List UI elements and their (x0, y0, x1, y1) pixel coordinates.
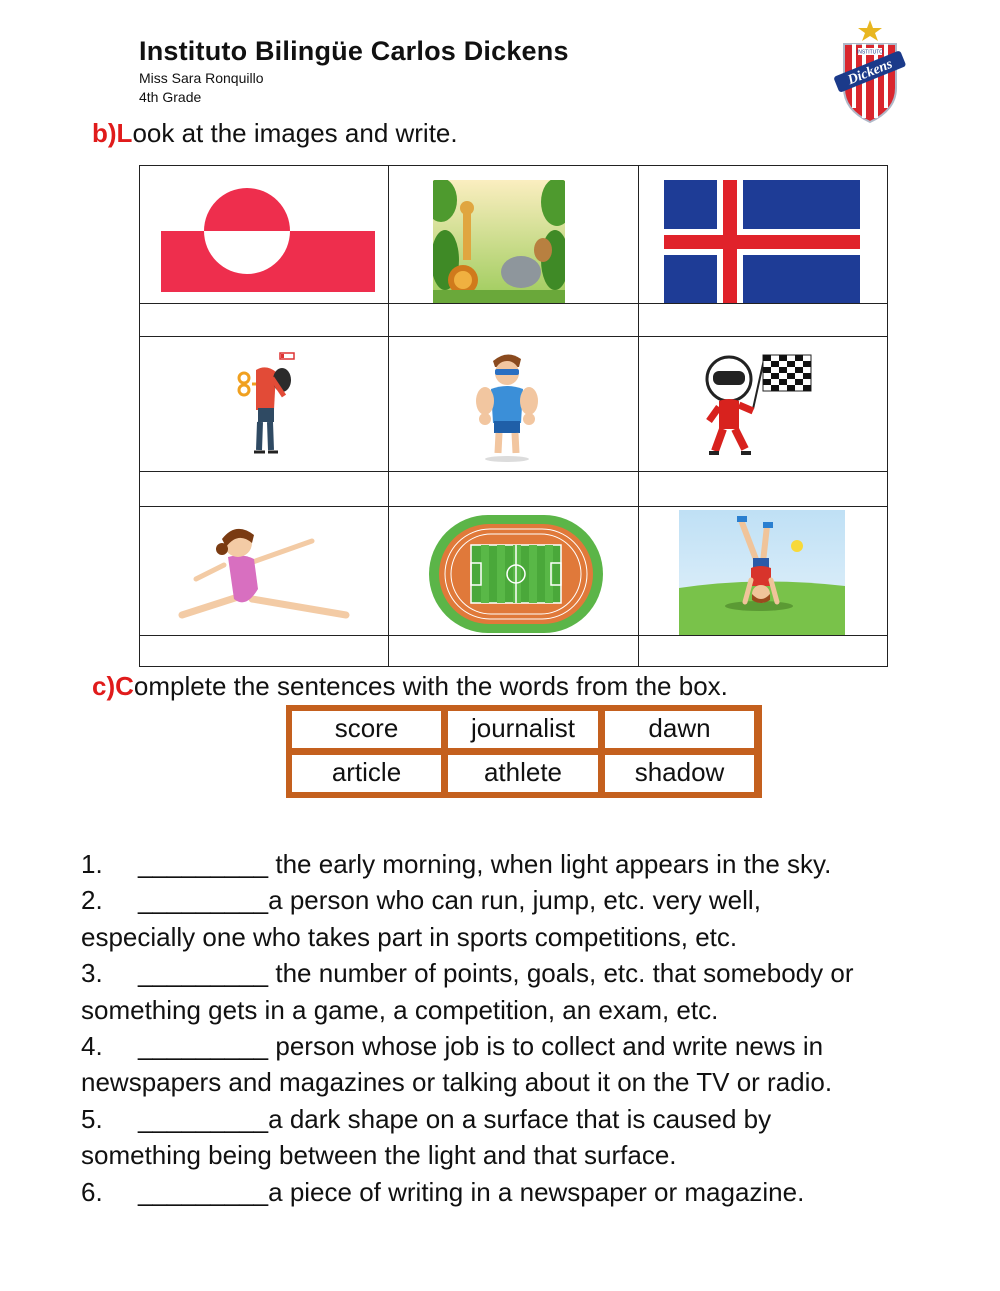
image-cell (638, 506, 888, 636)
greenland-flag-image (161, 188, 375, 292)
image-cell (388, 506, 639, 636)
answer-cell[interactable] (388, 635, 639, 667)
answer-blank[interactable]: _________ (138, 849, 269, 879)
iceland-flag-image (664, 180, 860, 304)
section-b-text: ook at the images and write. (132, 118, 458, 148)
answer-blank[interactable]: _________ (138, 1031, 269, 1061)
race-driver-image (687, 349, 813, 461)
sentence-number: 5. (81, 1104, 103, 1134)
sentence-text: person whose job is to collect and write news in (268, 1031, 824, 1061)
image-cell (388, 336, 639, 472)
sentence-number: 2. (81, 885, 103, 915)
section-b-first-letter: L (116, 118, 133, 148)
sentence-2 (81, 885, 761, 916)
answer-cell[interactable] (638, 635, 888, 667)
answer-cell[interactable] (638, 471, 888, 507)
word-item: shadow (605, 755, 754, 792)
image-cell (139, 506, 389, 636)
stadium-image (429, 515, 603, 633)
word-box (286, 705, 762, 798)
word-item: dawn (605, 711, 754, 748)
section-b-label: b) (92, 118, 117, 148)
sentence-4 (81, 1031, 823, 1062)
image-cell (638, 165, 888, 304)
svg-text:INSTITUTO: INSTITUTO (856, 49, 884, 56)
sentence-5-continuation: something being between the light and that surface. (81, 1140, 677, 1170)
gymnast-image (178, 519, 354, 627)
school-logo (832, 18, 908, 124)
sentence-number: 4. (81, 1031, 103, 1061)
answer-blank[interactable]: _________ (138, 885, 269, 915)
word-item: score (292, 711, 441, 748)
answer-cell[interactable] (139, 303, 389, 337)
image-cell (388, 165, 639, 304)
section-c-first-letter: C (115, 671, 134, 701)
svg-text:Dickens: Dickens (845, 56, 895, 89)
image-cell (139, 336, 389, 472)
sentence-3 (81, 958, 853, 989)
sentence-6 (81, 1177, 804, 1208)
answer-cell[interactable] (388, 471, 639, 507)
answer-blank[interactable]: _________ (138, 958, 269, 988)
sentence-5 (81, 1104, 771, 1135)
answer-blank[interactable]: _________ (138, 1104, 269, 1134)
answer-cell[interactable] (388, 303, 639, 337)
section-c-text: omplete the sentences with the words from the box. (133, 671, 728, 701)
school-name: Instituto Bilingüe Carlos Dickens (139, 36, 569, 66)
sentence-number: 1. (81, 849, 103, 879)
sentence-text: a person who can run, jump, etc. very well, (268, 885, 761, 915)
jungle-animals-image (433, 180, 565, 303)
sentence-2-continuation: especially one who takes part in sports competitions, etc. (81, 922, 738, 952)
answer-cell[interactable] (139, 635, 389, 667)
word-item: journalist (448, 711, 598, 748)
strong-athlete-image (467, 349, 547, 463)
sentence-number: 3. (81, 958, 103, 988)
sentence-text: the early morning, when light appears in the sky. (268, 849, 832, 879)
sentence-3-continuation: something gets in a game, a competition, an exam, etc. (81, 995, 719, 1025)
sentence-4-continuation: newspapers and magazines or talking about it on the TV or radio. (81, 1067, 833, 1097)
sentence-1 (81, 849, 831, 880)
answer-cell[interactable] (638, 303, 888, 337)
word-item: athlete (448, 755, 598, 792)
grade-label: 4th Grade (139, 89, 202, 105)
tired-person-image (232, 350, 302, 460)
section-c-instruction (92, 671, 728, 702)
sentence-text: a dark shape on a surface that is caused by (268, 1104, 772, 1134)
answer-blank[interactable]: _________ (138, 1177, 269, 1207)
image-cell (139, 165, 389, 304)
sentence-text: the number of points, goals, etc. that somebody or (268, 958, 854, 988)
section-c-label: c) (92, 671, 116, 701)
sentence-text: a piece of writing in a newspaper or magazine. (268, 1177, 805, 1207)
sentence-number: 6. (81, 1177, 103, 1207)
answer-cell[interactable] (139, 471, 389, 507)
handstand-boy-image (679, 510, 845, 636)
teacher-name: Miss Sara Ronquillo (139, 70, 264, 86)
picture-grid (139, 165, 888, 667)
image-cell (638, 336, 888, 472)
word-item: article (292, 755, 441, 792)
section-b-instruction (92, 118, 458, 149)
